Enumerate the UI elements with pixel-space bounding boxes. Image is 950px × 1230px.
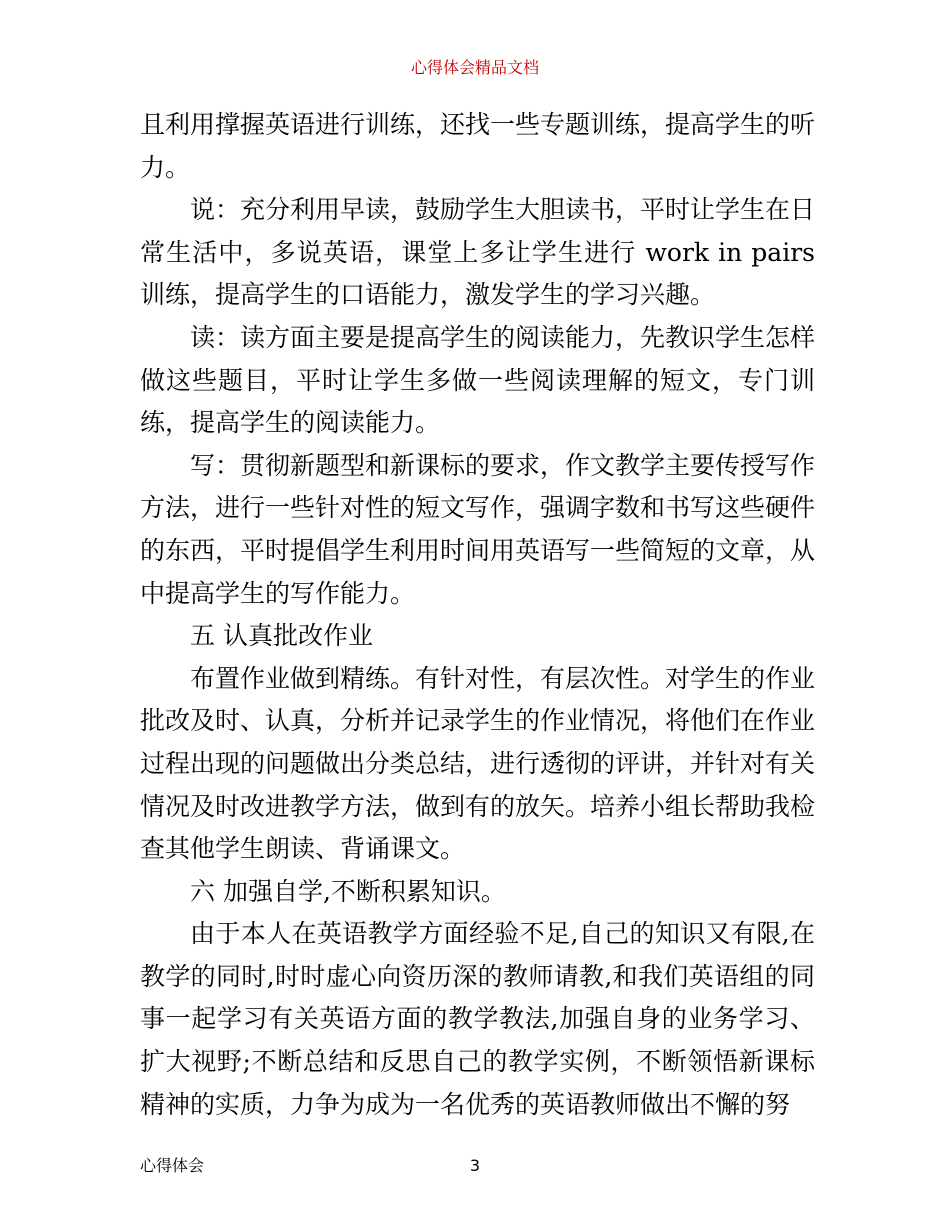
paragraph-homework: 布置作业做到精练。有针对性，有层次性。对学生的作业批改及时、认真，分析并记录学生的作业情况，将他们在作业过程出现的问题做出分类总结，进行透彻的评讲，并针对有关情况及时改进教学方法，做到有的放矢。培养小组长帮助我检查其他学生朗读、背诵课文。 (140, 663, 816, 864)
paragraph-self-study: 由于本人在英语教学方面经验不足,自己的知识又有限,在教学的同时,时时虚心向资历深的教师请教,和我们英语组的同事一起学习有关英语方面的教学教法,加强自身的业务学习、扩大视野;不断总结和反思自己的教学实例，不断领悟新课标精神的实质，力争为成为一名优秀的英语教师做出不懈的努 (140, 919, 815, 1119)
paragraph-writing: 写：贯彻新题型和新课标的要求，作文教学主要传授写作方法，进行一些针对性的短文写作，强调字数和书写这些硬件的东西，平时提倡学生利用时间用英语写一些简短的文章，从中提高学生的写作能力。 (140, 450, 816, 608)
page-header-title: 心得体会精品文档 (410, 58, 539, 77)
document-body (140, 104, 815, 1126)
paragraph-speaking: 说：充分利用早读，鼓励学生大胆读书，平时让学生在日常生活中，多说英语，课堂上多让学生进行 work in pairs 训练，提高学生的口语能力，激发学生的学习兴趣。 (140, 195, 816, 310)
section-heading-homework: 五 认真批改作业 (190, 621, 373, 651)
footer-label: 心得体会 (140, 1156, 205, 1175)
section-heading-self-study: 六 加强自学,不断积累知识。 (190, 876, 506, 906)
paragraph-listening-continued: 且利用撑握英语进行训练，还找一些专题训练，提高学生的听力。 (140, 110, 816, 182)
page-number: 3 (469, 1156, 481, 1175)
paragraph-reading: 读：读方面主要是提高学生的阅读能力，先教识学生怎样做这些题目，平时让学生多做一些阅读理解的短文，专门训练，提高学生的阅读能力。 (140, 322, 816, 438)
